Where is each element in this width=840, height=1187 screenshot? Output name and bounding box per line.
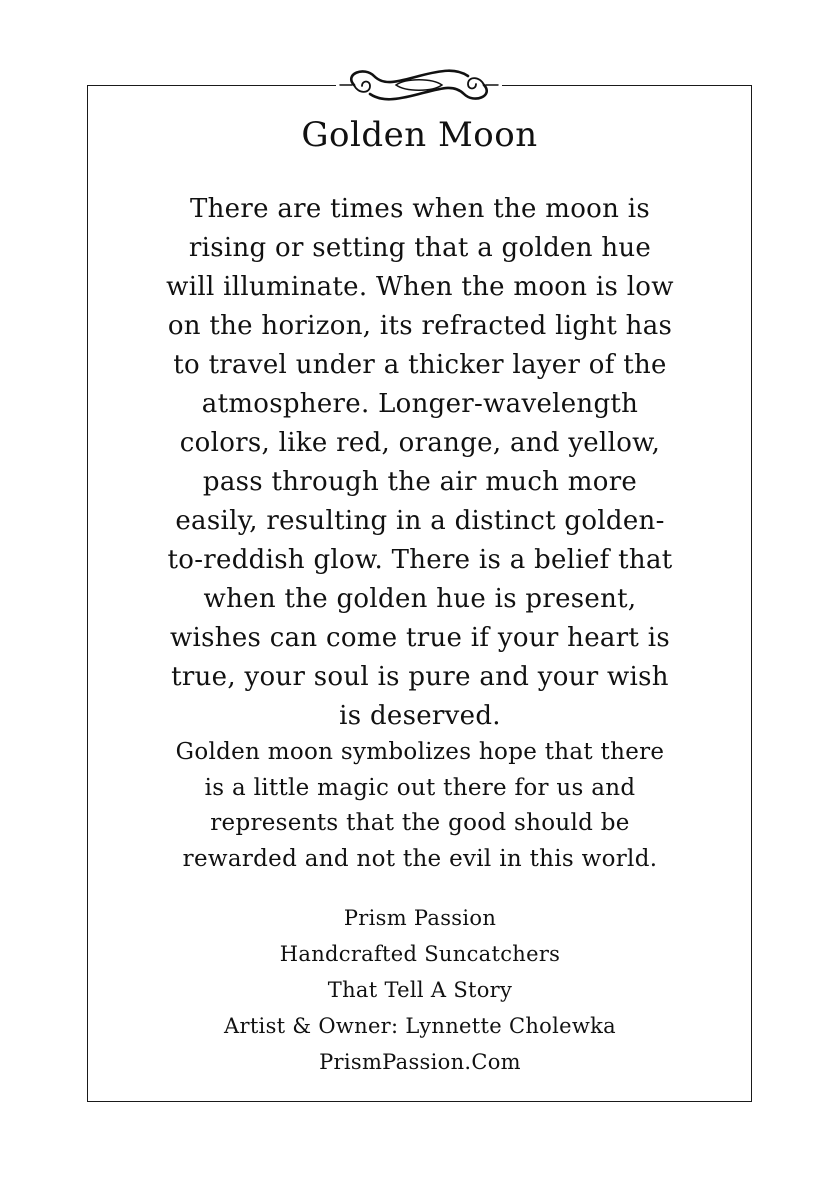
paragraph-line: rewarded and not the evil in this world. [182, 845, 658, 872]
paragraph-line: is a little magic out there for us and [204, 774, 636, 801]
paragraph-line: on the horizon, its refracted light has [167, 311, 673, 341]
artist-credit: Artist & Owner: Lynnette Cholewka [224, 1014, 616, 1038]
paragraph-line: pass through the air much more [202, 467, 638, 497]
paragraph-line: atmosphere. Longer-wavelength [201, 389, 639, 419]
paragraph-line: easily, resulting in a distinct golden- [175, 506, 665, 536]
paragraph-line: to travel under a thicker layer of the [173, 350, 667, 380]
paragraph-line: represents that the good should be [210, 810, 630, 836]
paragraph-line: There are times when the moon is [189, 194, 651, 224]
paragraph-line: to-reddish glow. There is a belief that [167, 545, 673, 575]
main-paragraph [100, 190, 740, 736]
brand-tagline-2: That Tell A Story [327, 978, 513, 1002]
paragraph-line: Golden moon symbolizes hope that there [175, 739, 665, 765]
paragraph-line: rising or setting that a golden hue [188, 233, 652, 263]
paragraph-line: wishes can come true if your heart is [169, 623, 671, 653]
brand-name: Prism Passion [343, 906, 497, 930]
paragraph-line: is deserved. [339, 701, 501, 731]
paragraph-line: colors, like red, orange, and yellow, [179, 428, 661, 458]
symbolism-paragraph [100, 735, 740, 877]
paragraph-line: will illuminate. When the moon is low [166, 272, 674, 302]
paragraph-line: true, your soul is pure and your wish [171, 662, 669, 692]
scroll-flourish-icon [336, 60, 502, 110]
website-text: PrismPassion.Com [319, 1050, 521, 1074]
brand-tagline: Handcrafted Suncatchers [279, 942, 561, 966]
signature-block [100, 900, 740, 1080]
page-title: Golden Moon [301, 115, 538, 155]
paragraph-line: when the golden hue is present, [203, 584, 637, 614]
